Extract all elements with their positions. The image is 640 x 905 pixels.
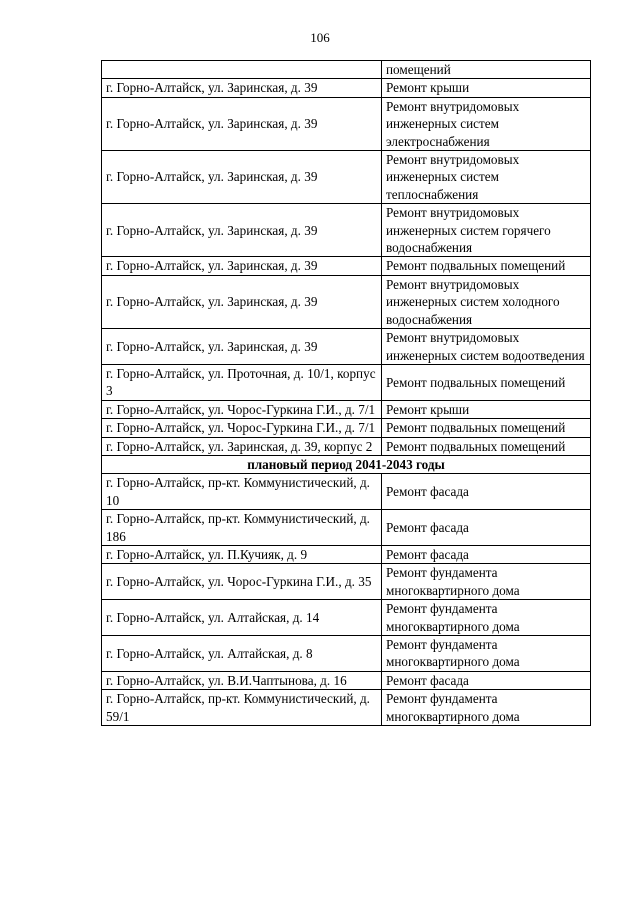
address-cell: г. Горно-Алтайск, ул. Заринская, д. 39 xyxy=(102,97,382,150)
table-row xyxy=(102,636,591,672)
table-row xyxy=(102,671,591,689)
table-row xyxy=(102,79,591,97)
table-row xyxy=(102,275,591,328)
work-type-cell: Ремонт фундамента многоквартирного дома xyxy=(382,636,591,672)
table-row xyxy=(102,600,591,636)
address-cell: г. Горно-Алтайск, ул. Чорос-Гуркина Г.И., д. 7/1 xyxy=(102,419,382,437)
address-cell: г. Горно-Алтайск, ул. Заринская, д. 39 xyxy=(102,329,382,365)
table-row xyxy=(102,151,591,204)
section-header-row xyxy=(102,455,591,473)
address-cell: г. Горно-Алтайск, пр-кт. Коммунистический, д. 10 xyxy=(102,474,382,510)
address-cell: г. Горно-Алтайск, пр-кт. Коммунистический, д. 59/1 xyxy=(102,690,382,726)
repair-works-table xyxy=(101,60,591,726)
work-type-cell: Ремонт фундамента многоквартирного дома xyxy=(382,564,591,600)
work-type-cell: Ремонт фундамента многоквартирного дома xyxy=(382,600,591,636)
work-type-cell: Ремонт внутридомовых инженерных систем водоотведения xyxy=(382,329,591,365)
section-title: плановый период 2041-2043 годы xyxy=(102,455,591,473)
table-row xyxy=(102,474,591,510)
page-number: 106 xyxy=(310,30,330,45)
table-row xyxy=(102,564,591,600)
table-row xyxy=(102,510,591,546)
work-type-cell: Ремонт фасада xyxy=(382,510,591,546)
work-type-cell: Ремонт крыши xyxy=(382,79,591,97)
address-cell: г. Горно-Алтайск, ул. Заринская, д. 39 xyxy=(102,257,382,275)
address-cell: г. Горно-Алтайск, пр-кт. Коммунистический, д. 186 xyxy=(102,510,382,546)
address-cell: г. Горно-Алтайск, ул. Проточная, д. 10/1, корпус 3 xyxy=(102,364,382,400)
table-row xyxy=(102,437,591,455)
address-cell: г. Горно-Алтайск, ул. В.И.Чаптынова, д. 16 xyxy=(102,671,382,689)
work-type-cell: Ремонт внутридомовых инженерных систем электроснабжения xyxy=(382,97,591,150)
address-cell: г. Горно-Алтайск, ул. Заринская, д. 39 xyxy=(102,204,382,257)
address-cell xyxy=(102,61,382,79)
work-type-cell: Ремонт внутридомовых инженерных систем теплоснабжения xyxy=(382,151,591,204)
address-cell: г. Горно-Алтайск, ул. Заринская, д. 39 xyxy=(102,151,382,204)
table-row xyxy=(102,419,591,437)
work-type-cell: Ремонт подвальных помещений xyxy=(382,419,591,437)
work-type-cell: Ремонт фундамента многоквартирного дома xyxy=(382,690,591,726)
work-type-cell: Ремонт крыши xyxy=(382,400,591,418)
table-row xyxy=(102,545,591,563)
table-row xyxy=(102,400,591,418)
table-row xyxy=(102,61,591,79)
work-type-cell: Ремонт подвальных помещений xyxy=(382,364,591,400)
work-type-cell: Ремонт фасада xyxy=(382,545,591,563)
address-cell: г. Горно-Алтайск, ул. Чорос-Гуркина Г.И., д. 35 xyxy=(102,564,382,600)
table-row xyxy=(102,204,591,257)
work-type-cell: Ремонт фасада xyxy=(382,474,591,510)
work-type-cell: Ремонт внутридомовых инженерных систем холодного водоснабжения xyxy=(382,275,591,328)
address-cell: г. Горно-Алтайск, ул. П.Кучияк, д. 9 xyxy=(102,545,382,563)
table-row xyxy=(102,329,591,365)
table-row xyxy=(102,690,591,726)
work-type-cell: Ремонт подвальных помещений xyxy=(382,437,591,455)
address-cell: г. Горно-Алтайск, ул. Алтайская, д. 14 xyxy=(102,600,382,636)
table-row xyxy=(102,257,591,275)
table-row xyxy=(102,364,591,400)
address-cell: г. Горно-Алтайск, ул. Алтайская, д. 8 xyxy=(102,636,382,672)
work-type-cell: Ремонт подвальных помещений xyxy=(382,257,591,275)
work-type-cell: помещений xyxy=(382,61,591,79)
table-row xyxy=(102,97,591,150)
address-cell: г. Горно-Алтайск, ул. Заринская, д. 39 xyxy=(102,79,382,97)
work-type-cell: Ремонт фасада xyxy=(382,671,591,689)
address-cell: г. Горно-Алтайск, ул. Заринская, д. 39 xyxy=(102,275,382,328)
work-type-cell: Ремонт внутридомовых инженерных систем горячего водоснабжения xyxy=(382,204,591,257)
address-cell: г. Горно-Алтайск, ул. Заринская, д. 39, корпус 2 xyxy=(102,437,382,455)
address-cell: г. Горно-Алтайск, ул. Чорос-Гуркина Г.И., д. 7/1 xyxy=(102,400,382,418)
